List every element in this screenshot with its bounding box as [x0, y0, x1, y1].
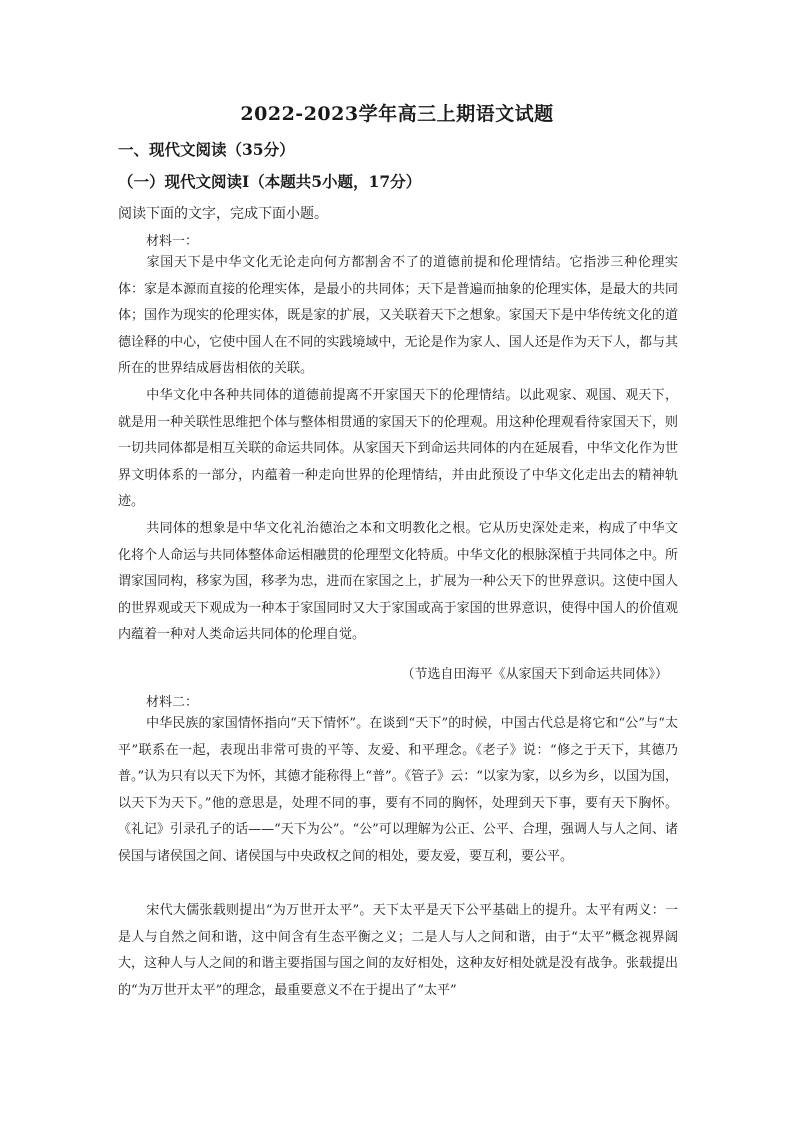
- section-heading: 一、现代文阅读（35分）: [118, 140, 295, 159]
- paragraph-text: 家国天下是中华文化无论走向何方都割舍不了的道德前提和伦理情结。它指涉三种伦理实体：家是本源而直接的伦理实体，是最小的共同体；天下是普遍而抽象的伦理实体，是最大的共同体；国作为现实的伦理实体，既是家的扩展，又关联着天下之想象。家国天下是中华传统文化的道德诠释的中心，它使中国人在不同的实践境域中，无论是作为家人、国人还是作为天下人，都与其所在的世界结成唇齿相依的关联。: [118, 255, 678, 377]
- material-one-paragraph-3: [118, 516, 678, 649]
- page-title: 2022-2023学年高三上期语文试题: [240, 103, 554, 125]
- material-two-label: 材料二：: [146, 695, 199, 710]
- material-one-paragraph-1: [118, 250, 678, 383]
- paragraph-text: 宋代大儒张载则提出“为万世开太平”。天下太平是天下公平基础上的提升。太平有两义：一是人与自然之间和谐，这中间含有生态平衡之义；二是人与人之间和谐，由于“太平”概念视界阔大，这种人与人之间的和谐主要指国与国之间的友好相处，这种友好相处就是没有战争。张载提出的“为万世开太平”的理念，最重要意义不在于提出了“太平”: [118, 903, 678, 998]
- paragraph-text: 共同体的想象是中华文化礼治德治之本和文明教化之根。它从历史深处走来，构成了中华文化将个人命运与共同体整体命运相融贯的伦理型文化特质。中华文化的根脉深植于共同体之中。所谓家国同构，移家为国，移孝为忠，进而在家国之上，扩展为一种公天下的世界意识。这使中国人的世界观或天下观成为一种本于家国同时又大于家国或高于家国的世界意识，使得中国人的价值观内蕴着一种对人类命运共同体的伦理自觉。: [118, 521, 678, 643]
- paragraph-text: 中华民族的家国情怀指向“天下情怀”。在谈到“天下”的时候，中国古代总是将它和“公”与“太平”联系在一起，表现出非常可贵的平等、友爱、和平理念。《老子》说：“修之于天下，其德乃普。”认为只有以天下为怀，其德才能称得上“普”。《管子》云：“以家为家，以乡为乡，以国为国，以天下为天下。”他的意思是，处理不同的事，要有不同的胸怀，处理到天下事，要有天下胸怀。《礼记》引录孔子的话——“天下为公”。“公”可以理解为公正、公平、合理，强调人与人之间、诸侯国与诸侯国之间、诸侯国与中央政权之间的相处，要友爱，要互利，要公平。: [118, 716, 678, 864]
- paragraph-text: 中华文化中各种共同体的道德前提离不开家国天下的伦理情结。以此观家、观国、观天下，就是用一种关联性思维把个体与整体相贯通的家国天下的伦理观。用这种伦理观看待家国天下，则一切共同体都是相互关联的命运共同体。从家国天下到命运共同体的内在延展看，中华文化作为世界文明体系的一部分，内蕴着一种走向世界的伦理情结，并由此预设了中华文化走出去的精神轨迹。: [118, 388, 678, 510]
- citation-source: （节选自田海平《从家国天下到命运共同体》）: [401, 667, 668, 682]
- material-one-paragraph-2: [118, 383, 678, 516]
- material-one-label: 材料一：: [146, 234, 199, 249]
- material-two-paragraph-2: [118, 898, 678, 1004]
- material-two-paragraph-1: [118, 711, 678, 871]
- instruction-text: 阅读下面的文字，完成下面小题。: [118, 206, 328, 222]
- subsection-heading: （一）现代文阅读Ⅰ（本题共5小题，17分）: [118, 172, 422, 191]
